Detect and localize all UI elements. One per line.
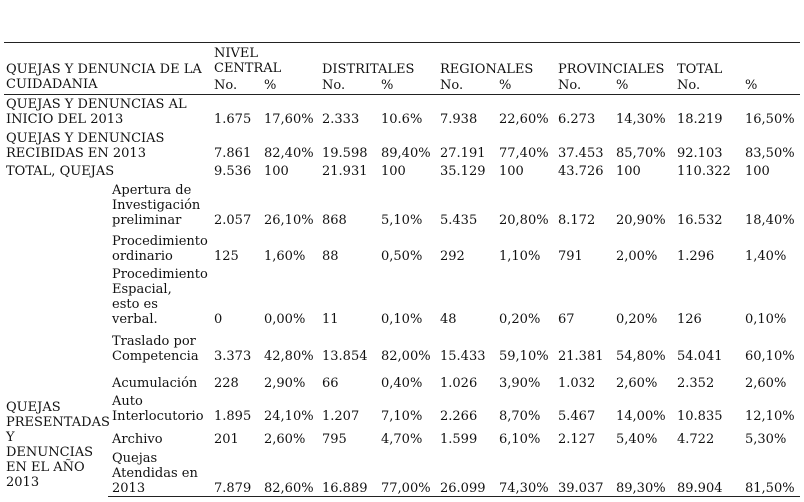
header-group-total: TOTAL xyxy=(677,62,723,77)
detail-row-cell: 1,60% xyxy=(264,249,306,264)
summary-row-cell: 6.273 xyxy=(558,112,596,127)
summary-row-label: QUEJAS Y DENUNCIAS RECIBIDAS EN 2013 xyxy=(6,131,165,161)
summary-row-cell: 16,50% xyxy=(745,112,795,127)
summary-row-cell: 1.675 xyxy=(214,112,252,127)
header-no-regionales: No. xyxy=(440,78,464,93)
bottom-rule xyxy=(108,496,800,497)
header-group-provinciales: PROVINCIALES xyxy=(558,62,665,77)
detail-row-cell: 88 xyxy=(322,249,339,264)
detail-row-cell: 16.532 xyxy=(677,213,723,228)
detail-row-cell: 1.296 xyxy=(677,249,715,264)
detail-row-label: Auto Interlocutorio xyxy=(112,394,204,424)
header-no-provinciales: No. xyxy=(558,78,582,93)
detail-row-cell: 1.207 xyxy=(322,409,360,424)
summary-row-cell: 7.861 xyxy=(214,146,252,161)
detail-row-cell: 791 xyxy=(558,249,583,264)
top-rule xyxy=(4,42,800,43)
detail-row-cell: 201 xyxy=(214,432,239,447)
header-no-distritales: No. xyxy=(322,78,346,93)
detail-row-cell: 0 xyxy=(214,312,223,327)
detail-row-cell: 54,80% xyxy=(616,349,666,364)
detail-row-cell: 14,00% xyxy=(616,409,666,424)
detail-row-cell: 7.879 xyxy=(214,481,252,496)
summary-row-cell: 18.219 xyxy=(677,112,723,127)
detail-row-cell: 20,80% xyxy=(499,213,549,228)
detail-row-label: Apertura de Investigación preliminar xyxy=(112,183,201,228)
summary-row-cell: 14,30% xyxy=(616,112,666,127)
summary-row-cell: 17,60% xyxy=(264,112,314,127)
detail-row-cell: 2.266 xyxy=(440,409,478,424)
header-rule xyxy=(4,94,800,95)
detail-row-cell: 4.722 xyxy=(677,432,715,447)
detail-row-cell: 125 xyxy=(214,249,239,264)
detail-row-cell: 2,60% xyxy=(264,432,306,447)
summary-row-cell: 110.322 xyxy=(677,164,731,179)
header-no-central: No. xyxy=(214,78,238,93)
detail-row-cell: 5,40% xyxy=(616,432,658,447)
detail-row-cell: 66 xyxy=(322,376,339,391)
detail-row-cell: 1.895 xyxy=(214,409,252,424)
detail-row-cell: 4,70% xyxy=(381,432,423,447)
summary-row-cell: 77,40% xyxy=(499,146,549,161)
detail-row-cell: 82,60% xyxy=(264,481,314,496)
detail-row-cell: 21.381 xyxy=(558,349,604,364)
detail-row-cell: 74,30% xyxy=(499,481,549,496)
detail-row-cell: 2.057 xyxy=(214,213,252,228)
header-pct-provinciales: % xyxy=(616,78,629,93)
summary-row-cell: 10.6% xyxy=(381,112,423,127)
detail-row-cell: 0,10% xyxy=(745,312,787,327)
detail-row-cell: 20,90% xyxy=(616,213,666,228)
detail-row-cell: 5,10% xyxy=(381,213,423,228)
detail-row-cell: 292 xyxy=(440,249,465,264)
detail-row-label: Procedimiento Espacial, esto es verbal. xyxy=(112,267,208,327)
detail-row-cell: 42,80% xyxy=(264,349,314,364)
detail-row-cell: 59,10% xyxy=(499,349,549,364)
header-row-title: QUEJAS Y DENUNCIA DE LA CUIDADANIA xyxy=(6,62,202,92)
detail-row-cell: 67 xyxy=(558,312,575,327)
summary-row-cell: 35.129 xyxy=(440,164,486,179)
summary-row-label: TOTAL, QUEJAS xyxy=(6,164,115,179)
detail-row-cell: 2,60% xyxy=(745,376,787,391)
detail-row-cell: 1.599 xyxy=(440,432,478,447)
detail-row-cell: 60,10% xyxy=(745,349,795,364)
summary-row-cell: 100 xyxy=(264,164,289,179)
summary-row-cell: 2.333 xyxy=(322,112,360,127)
summary-row-cell: 37.453 xyxy=(558,146,604,161)
detail-row-cell: 5,30% xyxy=(745,432,787,447)
detail-row-cell: 0,20% xyxy=(616,312,658,327)
detail-row-cell: 16.889 xyxy=(322,481,368,496)
detail-row-cell: 81,50% xyxy=(745,481,795,496)
detail-row-cell: 26,10% xyxy=(264,213,314,228)
detail-row-cell: 2.352 xyxy=(677,376,715,391)
detail-row-label: Quejas Atendidas en 2013 xyxy=(112,451,198,496)
detail-row-cell: 89,30% xyxy=(616,481,666,496)
detail-row-cell: 3.373 xyxy=(214,349,252,364)
detail-row-cell: 5.435 xyxy=(440,213,478,228)
group-label: QUEJAS PRESENTADAS Y DENUNCIAS EN EL AÑO 2013 xyxy=(6,400,110,490)
detail-row-cell: 1,10% xyxy=(499,249,541,264)
detail-row-cell: 39.037 xyxy=(558,481,604,496)
detail-row-cell: 2,60% xyxy=(616,376,658,391)
summary-row-cell: 43.726 xyxy=(558,164,604,179)
detail-row-cell: 24,10% xyxy=(264,409,314,424)
header-group-central: NIVEL CENTRAL xyxy=(214,46,282,76)
detail-row-cell: 1.026 xyxy=(440,376,478,391)
detail-row-label: Procedimiento ordinario xyxy=(112,234,208,264)
detail-row-cell: 10.835 xyxy=(677,409,723,424)
detail-row-cell: 0,00% xyxy=(264,312,306,327)
summary-row-cell: 22,60% xyxy=(499,112,549,127)
summary-row-cell: 7.938 xyxy=(440,112,478,127)
summary-row-cell: 100 xyxy=(745,164,770,179)
detail-row-label: Traslado por Competencia xyxy=(112,334,199,364)
detail-row-cell: 2,90% xyxy=(264,376,306,391)
header-pct-distritales: % xyxy=(381,78,394,93)
detail-row-cell: 2,00% xyxy=(616,249,658,264)
summary-row-cell: 100 xyxy=(616,164,641,179)
header-pct-regionales: % xyxy=(499,78,512,93)
header-no-total: No. xyxy=(677,78,701,93)
summary-row-cell: 82,40% xyxy=(264,146,314,161)
detail-row-cell: 7,10% xyxy=(381,409,423,424)
detail-row-cell: 0,20% xyxy=(499,312,541,327)
summary-row-cell: 21.931 xyxy=(322,164,368,179)
detail-row-cell: 3,90% xyxy=(499,376,541,391)
detail-row-cell: 12,10% xyxy=(745,409,795,424)
summary-row-cell: 100 xyxy=(499,164,524,179)
detail-row-cell: 126 xyxy=(677,312,702,327)
detail-row-cell: 0,50% xyxy=(381,249,423,264)
detail-row-cell: 18,40% xyxy=(745,213,795,228)
detail-row-cell: 8.172 xyxy=(558,213,596,228)
detail-row-cell: 8,70% xyxy=(499,409,541,424)
header-pct-total: % xyxy=(745,78,758,93)
detail-row-cell: 795 xyxy=(322,432,347,447)
detail-row-cell: 5.467 xyxy=(558,409,596,424)
detail-row-cell: 26.099 xyxy=(440,481,486,496)
detail-row-cell: 6,10% xyxy=(499,432,541,447)
detail-row-cell: 1,40% xyxy=(745,249,787,264)
summary-row-cell: 27.191 xyxy=(440,146,486,161)
summary-row-cell: 19.598 xyxy=(322,146,368,161)
detail-row-cell: 89.904 xyxy=(677,481,723,496)
header-pct-central: % xyxy=(264,78,277,93)
detail-row-cell: 1.032 xyxy=(558,376,596,391)
summary-row-label: QUEJAS Y DENUNCIAS AL INICIO DEL 2013 xyxy=(6,97,187,127)
summary-row-cell: 85,70% xyxy=(616,146,666,161)
detail-row-cell: 77,00% xyxy=(381,481,431,496)
detail-row-label: Archivo xyxy=(112,432,163,447)
detail-row-cell: 228 xyxy=(214,376,239,391)
summary-row-cell: 92.103 xyxy=(677,146,723,161)
detail-row-cell: 15.433 xyxy=(440,349,486,364)
detail-row-cell: 11 xyxy=(322,312,339,327)
detail-row-cell: 13.854 xyxy=(322,349,368,364)
detail-row-cell: 0,10% xyxy=(381,312,423,327)
detail-row-label: Acumulación xyxy=(112,376,198,391)
detail-row-cell: 0,40% xyxy=(381,376,423,391)
summary-row-cell: 89,40% xyxy=(381,146,431,161)
summary-row-cell: 9.536 xyxy=(214,164,252,179)
detail-row-cell: 2.127 xyxy=(558,432,596,447)
header-group-regionales: REGIONALES xyxy=(440,62,534,77)
detail-row-cell: 48 xyxy=(440,312,457,327)
summary-row-cell: 100 xyxy=(381,164,406,179)
header-group-distritales: DISTRITALES xyxy=(322,62,415,77)
detail-row-cell: 82,00% xyxy=(381,349,431,364)
detail-row-cell: 54.041 xyxy=(677,349,723,364)
summary-row-cell: 83,50% xyxy=(745,146,795,161)
detail-row-cell: 868 xyxy=(322,213,347,228)
